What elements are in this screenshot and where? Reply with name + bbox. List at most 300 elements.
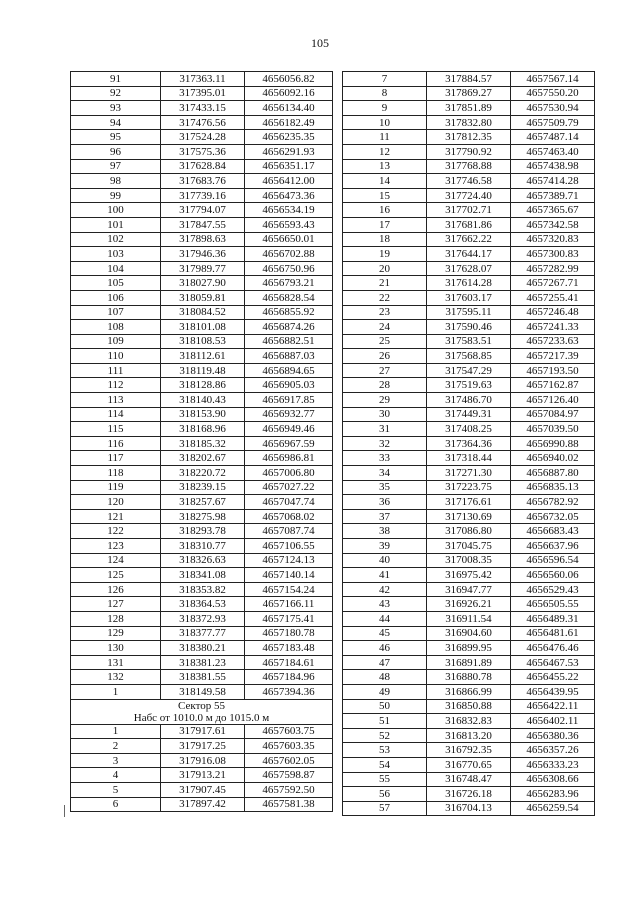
x-coordinate-cell: 316748.47 xyxy=(427,772,511,787)
table-row xyxy=(71,684,333,699)
y-coordinate-cell: 4656439.95 xyxy=(511,684,595,699)
table-row xyxy=(71,524,333,539)
table-row xyxy=(343,305,595,320)
y-coordinate-cell: 4656534.19 xyxy=(245,203,333,218)
point-number-cell: 95 xyxy=(71,130,161,145)
point-number-cell: 11 xyxy=(343,130,427,145)
y-coordinate-cell: 4656855.92 xyxy=(245,305,333,320)
point-number-cell: 105 xyxy=(71,276,161,291)
point-number-cell: 7 xyxy=(343,72,427,87)
table-row xyxy=(343,276,595,291)
table-row xyxy=(343,72,595,87)
x-coordinate-cell: 318112.61 xyxy=(161,349,245,364)
point-number-cell: 120 xyxy=(71,495,161,510)
x-coordinate-cell: 317614.28 xyxy=(427,276,511,291)
table-row xyxy=(71,782,333,797)
table-row xyxy=(71,305,333,320)
y-coordinate-cell: 4656529.43 xyxy=(511,582,595,597)
point-number-cell: 111 xyxy=(71,363,161,378)
table-row xyxy=(343,247,595,262)
point-number-cell: 2 xyxy=(71,739,161,754)
x-coordinate-cell: 317768.88 xyxy=(427,159,511,174)
point-number-cell: 126 xyxy=(71,582,161,597)
y-coordinate-cell: 4656357.26 xyxy=(511,743,595,758)
sector-subtitle: Набс от 1010.0 м до 1015.0 м xyxy=(133,711,270,724)
table-row xyxy=(343,86,595,101)
point-number-cell: 127 xyxy=(71,597,161,612)
table-row xyxy=(343,641,595,656)
point-number-cell: 31 xyxy=(343,422,427,437)
table-row xyxy=(343,232,595,247)
table-row xyxy=(343,174,595,189)
y-coordinate-cell: 4657217.39 xyxy=(511,349,595,364)
y-coordinate-cell: 4656637.96 xyxy=(511,539,595,554)
point-number-cell: 36 xyxy=(343,495,427,510)
y-coordinate-cell: 4656134.40 xyxy=(245,101,333,116)
point-number-cell: 117 xyxy=(71,451,161,466)
x-coordinate-cell: 318153.90 xyxy=(161,407,245,422)
point-number-cell: 97 xyxy=(71,159,161,174)
x-coordinate-cell: 317583.51 xyxy=(427,334,511,349)
y-coordinate-cell: 4656887.80 xyxy=(511,466,595,481)
point-number-cell: 115 xyxy=(71,422,161,437)
y-coordinate-cell: 4656291.93 xyxy=(245,144,333,159)
y-coordinate-cell: 4656683.43 xyxy=(511,524,595,539)
point-number-cell: 109 xyxy=(71,334,161,349)
point-number-cell: 52 xyxy=(343,728,427,743)
point-number-cell: 106 xyxy=(71,290,161,305)
y-coordinate-cell: 4656560.06 xyxy=(511,568,595,583)
point-number-cell: 114 xyxy=(71,407,161,422)
y-coordinate-cell: 4657162.87 xyxy=(511,378,595,393)
y-coordinate-cell: 4657184.61 xyxy=(245,655,333,670)
y-coordinate-cell: 4656455.22 xyxy=(511,670,595,685)
y-coordinate-cell: 4657126.40 xyxy=(511,393,595,408)
point-number-cell: 4 xyxy=(71,768,161,783)
x-coordinate-cell: 317702.71 xyxy=(427,203,511,218)
point-number-cell: 3 xyxy=(71,753,161,768)
y-coordinate-cell: 4657068.02 xyxy=(245,509,333,524)
x-coordinate-cell: 317794.07 xyxy=(161,203,245,218)
y-coordinate-cell: 4657233.63 xyxy=(511,334,595,349)
table-row xyxy=(343,509,595,524)
x-coordinate-cell: 317568.85 xyxy=(427,349,511,364)
y-coordinate-cell: 4656782.92 xyxy=(511,495,595,510)
x-coordinate-cell: 317916.08 xyxy=(161,753,245,768)
point-number-cell: 131 xyxy=(71,655,161,670)
table-row xyxy=(343,655,595,670)
table-row xyxy=(71,495,333,510)
table-row xyxy=(343,772,595,787)
table-row xyxy=(71,290,333,305)
x-coordinate-cell: 317271.30 xyxy=(427,466,511,481)
point-number-cell: 40 xyxy=(343,553,427,568)
x-coordinate-cell: 318257.67 xyxy=(161,495,245,510)
x-coordinate-cell: 316926.21 xyxy=(427,597,511,612)
x-coordinate-cell: 317913.21 xyxy=(161,768,245,783)
point-number-cell: 41 xyxy=(343,568,427,583)
x-coordinate-cell: 317897.42 xyxy=(161,797,245,812)
y-coordinate-cell: 4656990.88 xyxy=(511,436,595,451)
x-coordinate-cell: 317519.63 xyxy=(427,378,511,393)
y-coordinate-cell: 4656422.11 xyxy=(511,699,595,714)
y-coordinate-cell: 4657140.14 xyxy=(245,568,333,583)
y-coordinate-cell: 4657365.67 xyxy=(511,203,595,218)
y-coordinate-cell: 4657530.94 xyxy=(511,101,595,116)
table-row xyxy=(343,261,595,276)
table-row xyxy=(71,203,333,218)
table-row xyxy=(71,188,333,203)
table-row xyxy=(343,378,595,393)
point-number-cell: 116 xyxy=(71,436,161,451)
x-coordinate-cell: 318380.21 xyxy=(161,641,245,656)
y-coordinate-cell: 4657193.50 xyxy=(511,363,595,378)
x-coordinate-cell: 317575.36 xyxy=(161,144,245,159)
y-coordinate-cell: 4656182.49 xyxy=(245,115,333,130)
table-row xyxy=(343,349,595,364)
y-coordinate-cell: 4657567.14 xyxy=(511,72,595,87)
point-number-cell: 124 xyxy=(71,553,161,568)
x-coordinate-cell: 318377.77 xyxy=(161,626,245,641)
point-number-cell: 39 xyxy=(343,539,427,554)
table-row xyxy=(71,739,333,754)
x-coordinate-cell: 316770.65 xyxy=(427,757,511,772)
table-row xyxy=(343,466,595,481)
table-row xyxy=(71,86,333,101)
table-row xyxy=(71,568,333,583)
point-number-cell: 45 xyxy=(343,626,427,641)
x-coordinate-cell: 318353.82 xyxy=(161,582,245,597)
x-coordinate-cell: 318185.32 xyxy=(161,436,245,451)
point-number-cell: 33 xyxy=(343,451,427,466)
point-number-cell: 18 xyxy=(343,232,427,247)
table-row xyxy=(343,203,595,218)
coordinates-table-right xyxy=(342,71,595,816)
point-number-cell: 43 xyxy=(343,597,427,612)
x-coordinate-cell: 316866.99 xyxy=(427,684,511,699)
point-number-cell: 15 xyxy=(343,188,427,203)
point-number-cell: 27 xyxy=(343,363,427,378)
point-number-cell: 42 xyxy=(343,582,427,597)
point-number-cell: 118 xyxy=(71,466,161,481)
table-row xyxy=(71,407,333,422)
table-row xyxy=(71,334,333,349)
table-row xyxy=(71,539,333,554)
x-coordinate-cell: 318220.72 xyxy=(161,466,245,481)
point-number-cell: 54 xyxy=(343,757,427,772)
scan-edge-mark xyxy=(64,805,65,817)
y-coordinate-cell: 4656351.17 xyxy=(245,159,333,174)
x-coordinate-cell: 317547.29 xyxy=(427,363,511,378)
table-row xyxy=(71,276,333,291)
x-coordinate-cell: 317869.27 xyxy=(427,86,511,101)
y-coordinate-cell: 4656887.03 xyxy=(245,349,333,364)
table-row xyxy=(343,115,595,130)
point-number-cell: 28 xyxy=(343,378,427,393)
y-coordinate-cell: 4657487.14 xyxy=(511,130,595,145)
x-coordinate-cell: 318239.15 xyxy=(161,480,245,495)
x-coordinate-cell: 317449.31 xyxy=(427,407,511,422)
table-row xyxy=(343,801,595,816)
x-coordinate-cell: 318310.77 xyxy=(161,539,245,554)
y-coordinate-cell: 4657592.50 xyxy=(245,782,333,797)
point-number-cell: 32 xyxy=(343,436,427,451)
y-coordinate-cell: 4656650.01 xyxy=(245,232,333,247)
point-number-cell: 29 xyxy=(343,393,427,408)
table-row xyxy=(343,334,595,349)
point-number-cell: 37 xyxy=(343,509,427,524)
point-number-cell: 100 xyxy=(71,203,161,218)
point-number-cell: 93 xyxy=(71,101,161,116)
table-row xyxy=(343,568,595,583)
point-number-cell: 19 xyxy=(343,247,427,262)
table-row xyxy=(343,714,595,729)
y-coordinate-cell: 4656596.54 xyxy=(511,553,595,568)
point-number-cell: 122 xyxy=(71,524,161,539)
y-coordinate-cell: 4656793.21 xyxy=(245,276,333,291)
x-coordinate-cell: 316899.95 xyxy=(427,641,511,656)
x-coordinate-cell: 317363.11 xyxy=(161,72,245,87)
x-coordinate-cell: 316792.35 xyxy=(427,743,511,758)
point-number-cell: 101 xyxy=(71,217,161,232)
y-coordinate-cell: 4656932.77 xyxy=(245,407,333,422)
y-coordinate-cell: 4657246.48 xyxy=(511,305,595,320)
table-row xyxy=(71,174,333,189)
x-coordinate-cell: 317130.69 xyxy=(427,509,511,524)
point-number-cell: 110 xyxy=(71,349,161,364)
x-coordinate-cell: 317662.22 xyxy=(427,232,511,247)
y-coordinate-cell: 4656259.54 xyxy=(511,801,595,816)
point-number-cell: 132 xyxy=(71,670,161,685)
point-number-cell: 112 xyxy=(71,378,161,393)
point-number-cell: 44 xyxy=(343,611,427,626)
point-number-cell: 14 xyxy=(343,174,427,189)
x-coordinate-cell: 316813.20 xyxy=(427,728,511,743)
y-coordinate-cell: 4656056.82 xyxy=(245,72,333,87)
y-coordinate-cell: 4656750.96 xyxy=(245,261,333,276)
table-row xyxy=(343,495,595,510)
table-row xyxy=(71,422,333,437)
point-number-cell: 30 xyxy=(343,407,427,422)
y-coordinate-cell: 4656412.00 xyxy=(245,174,333,189)
point-number-cell: 20 xyxy=(343,261,427,276)
y-coordinate-cell: 4657438.98 xyxy=(511,159,595,174)
y-coordinate-cell: 4657039.50 xyxy=(511,422,595,437)
x-coordinate-cell: 316704.13 xyxy=(427,801,511,816)
x-coordinate-cell: 317433.15 xyxy=(161,101,245,116)
x-coordinate-cell: 318202.67 xyxy=(161,451,245,466)
table-row xyxy=(71,466,333,481)
table-row xyxy=(343,553,595,568)
point-number-cell: 34 xyxy=(343,466,427,481)
x-coordinate-cell: 317681.86 xyxy=(427,217,511,232)
y-coordinate-cell: 4657342.58 xyxy=(511,217,595,232)
table-row xyxy=(71,655,333,670)
y-coordinate-cell: 4657087.74 xyxy=(245,524,333,539)
point-number-cell: 23 xyxy=(343,305,427,320)
x-coordinate-cell: 317739.16 xyxy=(161,188,245,203)
y-coordinate-cell: 4656940.02 xyxy=(511,451,595,466)
point-number-cell: 25 xyxy=(343,334,427,349)
table-row xyxy=(343,626,595,641)
x-coordinate-cell: 318101.08 xyxy=(161,320,245,335)
point-number-cell: 5 xyxy=(71,782,161,797)
point-number-cell: 13 xyxy=(343,159,427,174)
table-row xyxy=(343,422,595,437)
x-coordinate-cell: 317590.46 xyxy=(427,320,511,335)
table-row xyxy=(343,582,595,597)
y-coordinate-cell: 4656917.85 xyxy=(245,393,333,408)
y-coordinate-cell: 4656894.65 xyxy=(245,363,333,378)
point-number-cell: 49 xyxy=(343,684,427,699)
x-coordinate-cell: 318027.90 xyxy=(161,276,245,291)
y-coordinate-cell: 4656732.05 xyxy=(511,509,595,524)
x-coordinate-cell: 317364.36 xyxy=(427,436,511,451)
table-row xyxy=(71,115,333,130)
x-coordinate-cell: 317628.07 xyxy=(427,261,511,276)
y-coordinate-cell: 4657598.87 xyxy=(245,768,333,783)
y-coordinate-cell: 4657603.75 xyxy=(245,724,333,739)
table-row xyxy=(343,524,595,539)
y-coordinate-cell: 4657267.71 xyxy=(511,276,595,291)
x-coordinate-cell: 317907.45 xyxy=(161,782,245,797)
y-coordinate-cell: 4657255.41 xyxy=(511,290,595,305)
y-coordinate-cell: 4657509.79 xyxy=(511,115,595,130)
y-coordinate-cell: 4657602.05 xyxy=(245,753,333,768)
x-coordinate-cell: 316850.88 xyxy=(427,699,511,714)
point-number-cell: 6 xyxy=(71,797,161,812)
table-row xyxy=(71,130,333,145)
table-row xyxy=(71,393,333,408)
point-number-cell: 47 xyxy=(343,655,427,670)
x-coordinate-cell: 317045.75 xyxy=(427,539,511,554)
table-row xyxy=(343,363,595,378)
table-row xyxy=(71,768,333,783)
y-coordinate-cell: 4656505.55 xyxy=(511,597,595,612)
y-coordinate-cell: 4657550.20 xyxy=(511,86,595,101)
point-number-cell: 102 xyxy=(71,232,161,247)
x-coordinate-cell: 318059.81 xyxy=(161,290,245,305)
point-number-cell: 35 xyxy=(343,480,427,495)
y-coordinate-cell: 4656828.54 xyxy=(245,290,333,305)
table-row xyxy=(71,611,333,626)
coordinates-table-left xyxy=(70,71,333,812)
x-coordinate-cell: 318381.55 xyxy=(161,670,245,685)
x-coordinate-cell: 318108.53 xyxy=(161,334,245,349)
point-number-cell: 56 xyxy=(343,787,427,802)
y-coordinate-cell: 4657047.74 xyxy=(245,495,333,510)
point-number-cell: 8 xyxy=(343,86,427,101)
x-coordinate-cell: 317486.70 xyxy=(427,393,511,408)
table-row xyxy=(71,72,333,87)
point-number-cell: 57 xyxy=(343,801,427,816)
y-coordinate-cell: 4656905.03 xyxy=(245,378,333,393)
point-number-cell: 103 xyxy=(71,247,161,262)
table-row xyxy=(71,217,333,232)
table-row xyxy=(343,451,595,466)
x-coordinate-cell: 317524.28 xyxy=(161,130,245,145)
y-coordinate-cell: 4656874.26 xyxy=(245,320,333,335)
point-number-cell: 107 xyxy=(71,305,161,320)
y-coordinate-cell: 4656882.51 xyxy=(245,334,333,349)
table-row xyxy=(343,611,595,626)
table-row xyxy=(343,728,595,743)
table-row xyxy=(71,582,333,597)
table-row xyxy=(71,320,333,335)
x-coordinate-cell: 317408.25 xyxy=(427,422,511,437)
table-row xyxy=(343,188,595,203)
table-row xyxy=(71,101,333,116)
point-number-cell: 108 xyxy=(71,320,161,335)
x-coordinate-cell: 316880.78 xyxy=(427,670,511,685)
table-row xyxy=(343,597,595,612)
point-number-cell: 128 xyxy=(71,611,161,626)
point-number-cell: 98 xyxy=(71,174,161,189)
table-row xyxy=(343,684,595,699)
x-coordinate-cell: 317683.76 xyxy=(161,174,245,189)
table-row xyxy=(71,378,333,393)
point-number-cell: 12 xyxy=(343,144,427,159)
table-row xyxy=(71,480,333,495)
table-row xyxy=(343,144,595,159)
y-coordinate-cell: 4657006.80 xyxy=(245,466,333,481)
table-row xyxy=(343,130,595,145)
x-coordinate-cell: 317644.17 xyxy=(427,247,511,262)
x-coordinate-cell: 317746.58 xyxy=(427,174,511,189)
page-number: 105 xyxy=(311,36,329,50)
point-number-cell: 123 xyxy=(71,539,161,554)
point-number-cell: 99 xyxy=(71,188,161,203)
table-row xyxy=(71,597,333,612)
table-row xyxy=(343,217,595,232)
point-number-cell: 129 xyxy=(71,626,161,641)
y-coordinate-cell: 4656308.66 xyxy=(511,772,595,787)
x-coordinate-cell: 317318.44 xyxy=(427,451,511,466)
point-number-cell: 94 xyxy=(71,115,161,130)
table-row xyxy=(71,232,333,247)
table-row xyxy=(71,626,333,641)
y-coordinate-cell: 4657389.71 xyxy=(511,188,595,203)
table-row xyxy=(71,509,333,524)
y-coordinate-cell: 4657414.28 xyxy=(511,174,595,189)
y-coordinate-cell: 4656380.36 xyxy=(511,728,595,743)
y-coordinate-cell: 4656967.59 xyxy=(245,436,333,451)
x-coordinate-cell: 317603.17 xyxy=(427,290,511,305)
x-coordinate-cell: 318326.63 xyxy=(161,553,245,568)
table-row xyxy=(343,699,595,714)
table-row xyxy=(343,101,595,116)
point-number-cell: 50 xyxy=(343,699,427,714)
table-row xyxy=(71,753,333,768)
x-coordinate-cell: 316832.83 xyxy=(427,714,511,729)
x-coordinate-cell: 318140.43 xyxy=(161,393,245,408)
x-coordinate-cell: 317223.75 xyxy=(427,480,511,495)
x-coordinate-cell: 316947.77 xyxy=(427,582,511,597)
table-row xyxy=(71,670,333,685)
point-number-cell: 26 xyxy=(343,349,427,364)
y-coordinate-cell: 4657180.78 xyxy=(245,626,333,641)
x-coordinate-cell: 317008.35 xyxy=(427,553,511,568)
point-number-cell: 46 xyxy=(343,641,427,656)
table-row xyxy=(343,743,595,758)
point-number-cell: 22 xyxy=(343,290,427,305)
x-coordinate-cell: 317989.77 xyxy=(161,261,245,276)
x-coordinate-cell: 318168.96 xyxy=(161,422,245,437)
y-coordinate-cell: 4656489.31 xyxy=(511,611,595,626)
table-row xyxy=(71,641,333,656)
y-coordinate-cell: 4656481.61 xyxy=(511,626,595,641)
x-coordinate-cell: 317176.61 xyxy=(427,495,511,510)
